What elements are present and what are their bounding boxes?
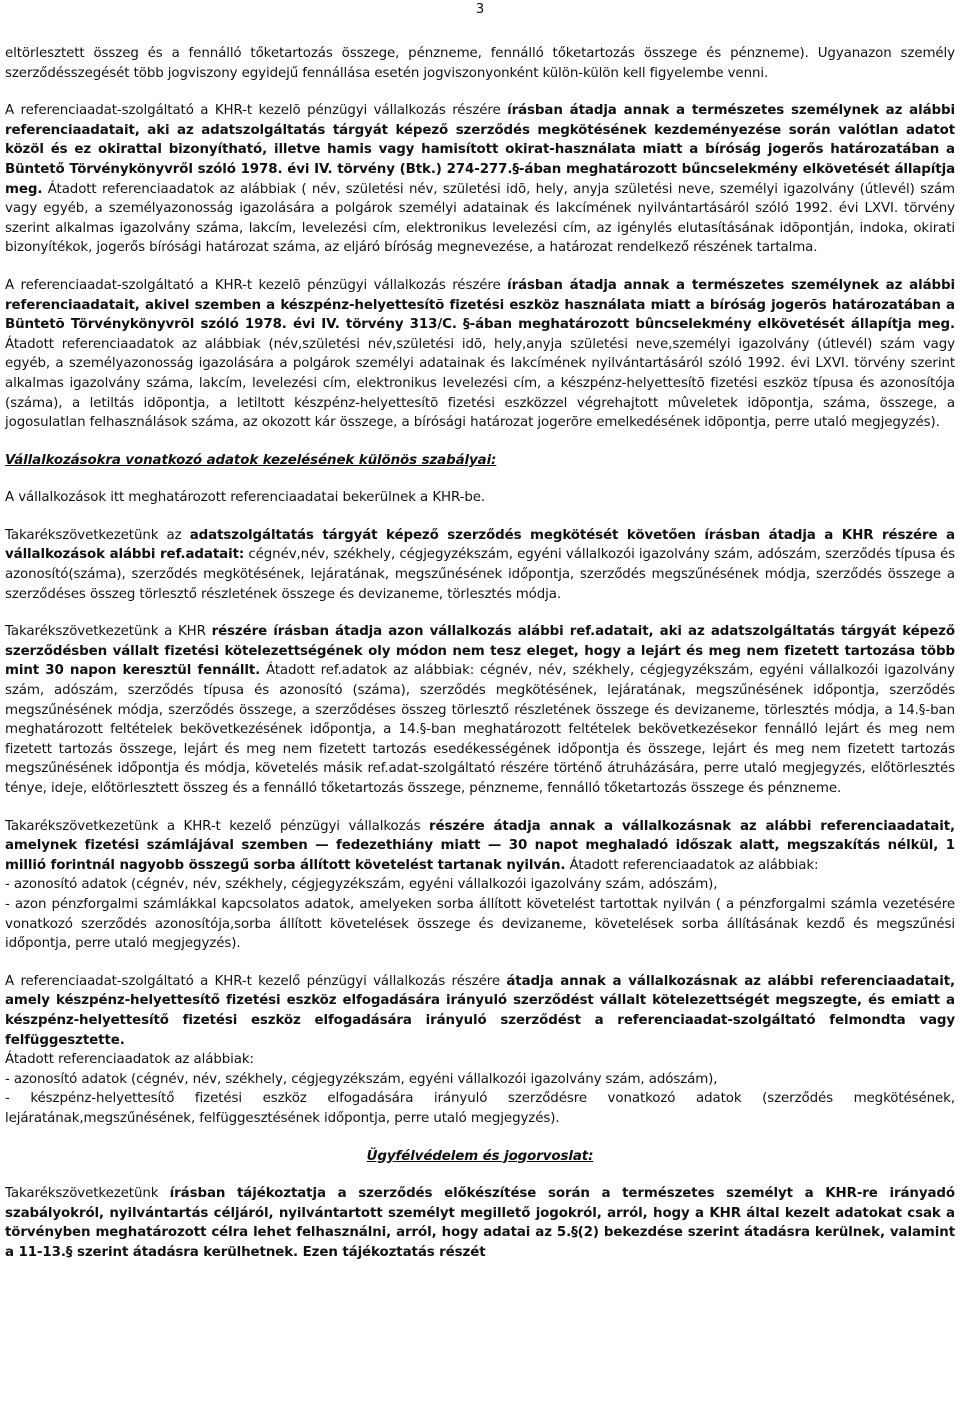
paragraph-9-text-a: Takarékszövetkezetünk <box>5 1186 170 1202</box>
paragraph-6-text-b: Átadott ref.adatok az alábbiak: cégnév, név, székhely, cégjegyzékszám, egyéni vállalkozói igazolvány szám, adószám, szerződés típusa és azonosító (száma), szerződés megkötésének, lejáratának, megszűnésének időpontja, szerződés megszűnésének módja, szerződés összege, a szerződéses összeg törlesztő részletének összege és devizaneme, törlesztés módja, a 14.§-ban meghatározott feltételek bekövetkezésének időpontja, a 14.§-ban meghatározott feltételek bekövetkezésekor fennálló lejárt és meg nem fizetett tartozás összege, lejárt és meg nem fizetett tartozás esedékességének időpontja és összege, lejárt és meg nem fizetett tartozás megszűnésének időpontja és módja, követelés másik ref.adat-szolgáltató részére történő átruházására, perre utaló megjegyzés, előtörlesztés ténye, ideje, előtörlesztett összeg és a fennálló tőketartozás összege, pénzneme, fennálló tőketartozás összege és pénzneme. <box>5 663 956 796</box>
paragraph-6-bold: részére írásban átadja azon vállalkozás alábbi ref.adatait, aki az adatszolgáltatás tárgyát képező szerződésben vállalt fizetési kötelezettségének oly módon nem tesz eleget, hogy a lejárt és meg nem fizetett tartozása több mint 30 napon keresztül fennállt. <box>5 624 955 679</box>
paragraph-7-bold: részére átadja annak a vállalkozásnak az alábbi referenciaadatait, amelynek fizetési számlájával szemben — fedezethiány miatt — 30 napot meghaladó időszak alatt, megszakítás nélkül, 1 millió forintnál nagyobb összegű sorba állított követelést tartanak nyilván. <box>5 818 955 873</box>
paragraph-5-bold: adatszolgáltatás tárgyát képező szerződés megkötését követően írásban átadja a KHR részére a vállalkozások alábbi ref.adatait: <box>5 527 955 563</box>
section-heading-business-data: Vállalkozásokra vonatkozó adatok kezelésének különös szabályai: <box>5 452 497 468</box>
paragraph-7-list-item-2: - azon pénzforgalmi számlákkal kapcsolatos adatok, amelyeken sorba állított követelést tartottak nyilván ( a pénzforgalmi számla vezetésére vonatkozó szerződés azonosítója,sorba állított követelések összege és devizaneme, követelések sorba állításának kezdő és megszűnési időpontja, perre utaló megjegyzés). <box>5 896 955 952</box>
page-number: 3 <box>475 2 485 17</box>
paragraph-2-bold: írásban átadja annak a természetes személynek az alábbi referenciaadatait, aki az adatszolgáltatás tárgyát képező szerződés megkötésének kezdeményezése során valótlan adatot közöl és ez okirattal bizonyítható, illetve hamis vagy hamisított okirat-használata miatt a bíróság jogerős határozatában a Büntető Törvénykönyvről szóló 1978. évi IV. törvény (Btk.) 274-277.§-ában meghatározott bűncselekmény elkövetését állapítja meg. <box>5 103 955 197</box>
section-heading-customer-protection: Ügyfélvédelem és jogorvoslat: <box>366 1148 594 1164</box>
paragraph-6-text-a: Takarékszövetkezetünk a KHR <box>5 624 212 640</box>
paragraph-3-bold: írásban átadja annak a természetes személynek az alábbi referenciaadatait, akivel szemben a készpénz-helyettesítõ fizetési eszköz használata miatt a bíróság jogerõs határozatában a Büntetõ Törvénykönyvrõl szóló 1978. évi IV. törvény 313/C. §-ában meghatározott bûncselekmény elkövetését állapítja meg. <box>5 277 955 333</box>
paragraph-9-bold: írásban tájékoztatja a szerződés előkészítése során a természetes személyt a KHR-re irányadó szabályokról, nyilvántartás céljáról, nyilvántartott személyt megillető jogokról, arról, hogy a KHR által kezelt adatokat csak a törvényben meghatározott célra lehet felhasználni, arról, hogy adatai az 5.§(2) bekezdése szerint átadásra kerülnek, valamint a 11-13.§ szerint átadásra kerülhetnek. Ezen tájékoztatás részét <box>5 1186 955 1260</box>
paragraph-1: eltörlesztett összeg és a fennálló tőketartozás összege, pénzneme, fennálló tőketartozás összege és pénzneme). Ugyanazon személy szerződésszegését több jogviszony egyidejű fennállása esetén jogviszonyonként külön-külön kell figyelembe venni. <box>5 46 955 81</box>
paragraph-8-list-item-2: - készpénz-helyettesítő fizetési eszköz elfogadására irányuló szerződésre vonatkozó adatok (szerződés megkötésének, lejáratának,megszűnésének, felfüggesztésének időpontja, perre utaló megjegyzés). <box>5 1091 955 1126</box>
paragraph-8-list-item-1: - azonosító adatok (cégnév, név, székhely, cégjegyzékszám, egyéni vállalkozói igazolvány szám, adószám), <box>5 1071 718 1087</box>
paragraph-5-text-a: Takarékszövetkezetünk az <box>5 527 190 543</box>
paragraph-2-text-a: A referenciaadat-szolgáltató a KHR-t kezelõ pénzügyi vállalkozás részére <box>5 103 508 119</box>
paragraph-8-text-a: A referenciaadat-szolgáltató a KHR-t kezelő pénzügyi vállalkozás részére <box>5 973 507 989</box>
paragraph-3 <box>5 276 955 433</box>
paragraph-4: A vállalkozások itt meghatározott referenciaadatai bekerülnek a KHR-be. <box>5 490 486 506</box>
paragraph-8-list-intro: Átadott referenciaadatok az alábbiak: <box>5 1052 254 1068</box>
paragraph-9 <box>5 1184 955 1262</box>
paragraph-6 <box>5 622 955 798</box>
paragraph-7-text-b: Átadott referenciaadatok az alábbiak: <box>565 857 819 873</box>
paragraph-3-text-b: Átadott referenciaadatok az alábbiak (név,születési név,születési idõ, hely,anyja születési neve,személyi igazolvány (útlevél) szám vagy egyéb, a személyazonosság igazolására a polgárok személyi adatainak és lakcímének nyilvántartásáról szóló 1992. évi LXVI. törvény szerint alkalmas igazolvány száma, lakcím, levelezési cím, elektronikus levelezési cím, a készpénz-helyettesítõ fizetési eszköz típusa és azonosítója (száma), a letiltás idõpontja, a letiltott készpénz-helyettesítõ fizetési eszközzel végrehajtott mûveletek idõpontja, száma, összege, a jogosulatlan felhasználások száma, az okozott kár összege, a bírósági határozat jogerõre emelkedésének idõpontja, perre utaló megjegyzés). <box>5 336 955 431</box>
document-body <box>5 44 955 1262</box>
paragraph-2 <box>5 101 955 258</box>
paragraph-2-text-b: Átadott referenciaadatok az alábbiak ( név, születési név, születési idõ, hely, anyja születési neve, személyi igazolvány (útlevél) szám vagy egyéb, a személyazonosság igazolására a polgárok személyi adatainak és lakcímének nyilvántartásáról szóló 1992. évi LXVI. törvény szerint alkalmas igazolvány száma, lakcím, levelezési cím, elektronikus levelezési cím, az igénylés elutasításának idõpontján, indoka, okirati bizonyítékok, jogerős bírósági határozat száma, az eljáró bíróság megnevezése, a határozat rendelkező részének tartalma. <box>5 181 955 256</box>
paragraph-8 <box>5 972 955 1050</box>
paragraph-3-text-a: A referenciaadat-szolgáltató a KHR-t kezelõ pénzügyi vállalkozás részére <box>5 277 508 293</box>
paragraph-8-bold: átadja annak a vállalkozásnak az alábbi referenciaadatait, amely készpénz-helyettesítő fizetési eszköz elfogadására irányuló szerződést vállalt kötelezettségét megszegte, és emiatt a készpénz-helyettesítő fizetési eszköz elfogadására irányuló szerződést a referenciaadat-szolgáltató felmondta vagy felfüggesztette. <box>5 973 955 1048</box>
paragraph-5-text-b: cégnév,név, székhely, cégjegyzékszám, egyéni vállalkozói igazolvány szám, adószám, szerződés típusa és azonosító(száma), szerződés megkötésének, lejáratának, megszűnésének időpontja, szerződés megszűnésének módja, szerződés összege a szerződéses összeg törlesztő részletének összege és devizaneme, törlesztés módja. <box>5 547 955 602</box>
paragraph-5 <box>5 526 955 604</box>
paragraph-7 <box>5 817 955 876</box>
paragraph-7-list-item-1: - azonosító adatok (cégnév, név, székhely, cégjegyzékszám, egyéni vállalkozói igazolvány szám, adószám), <box>5 877 718 893</box>
paragraph-7-text-a: Takarékszövetkezetünk a KHR-t kezelő pénzügyi vállalkozás <box>5 818 430 834</box>
